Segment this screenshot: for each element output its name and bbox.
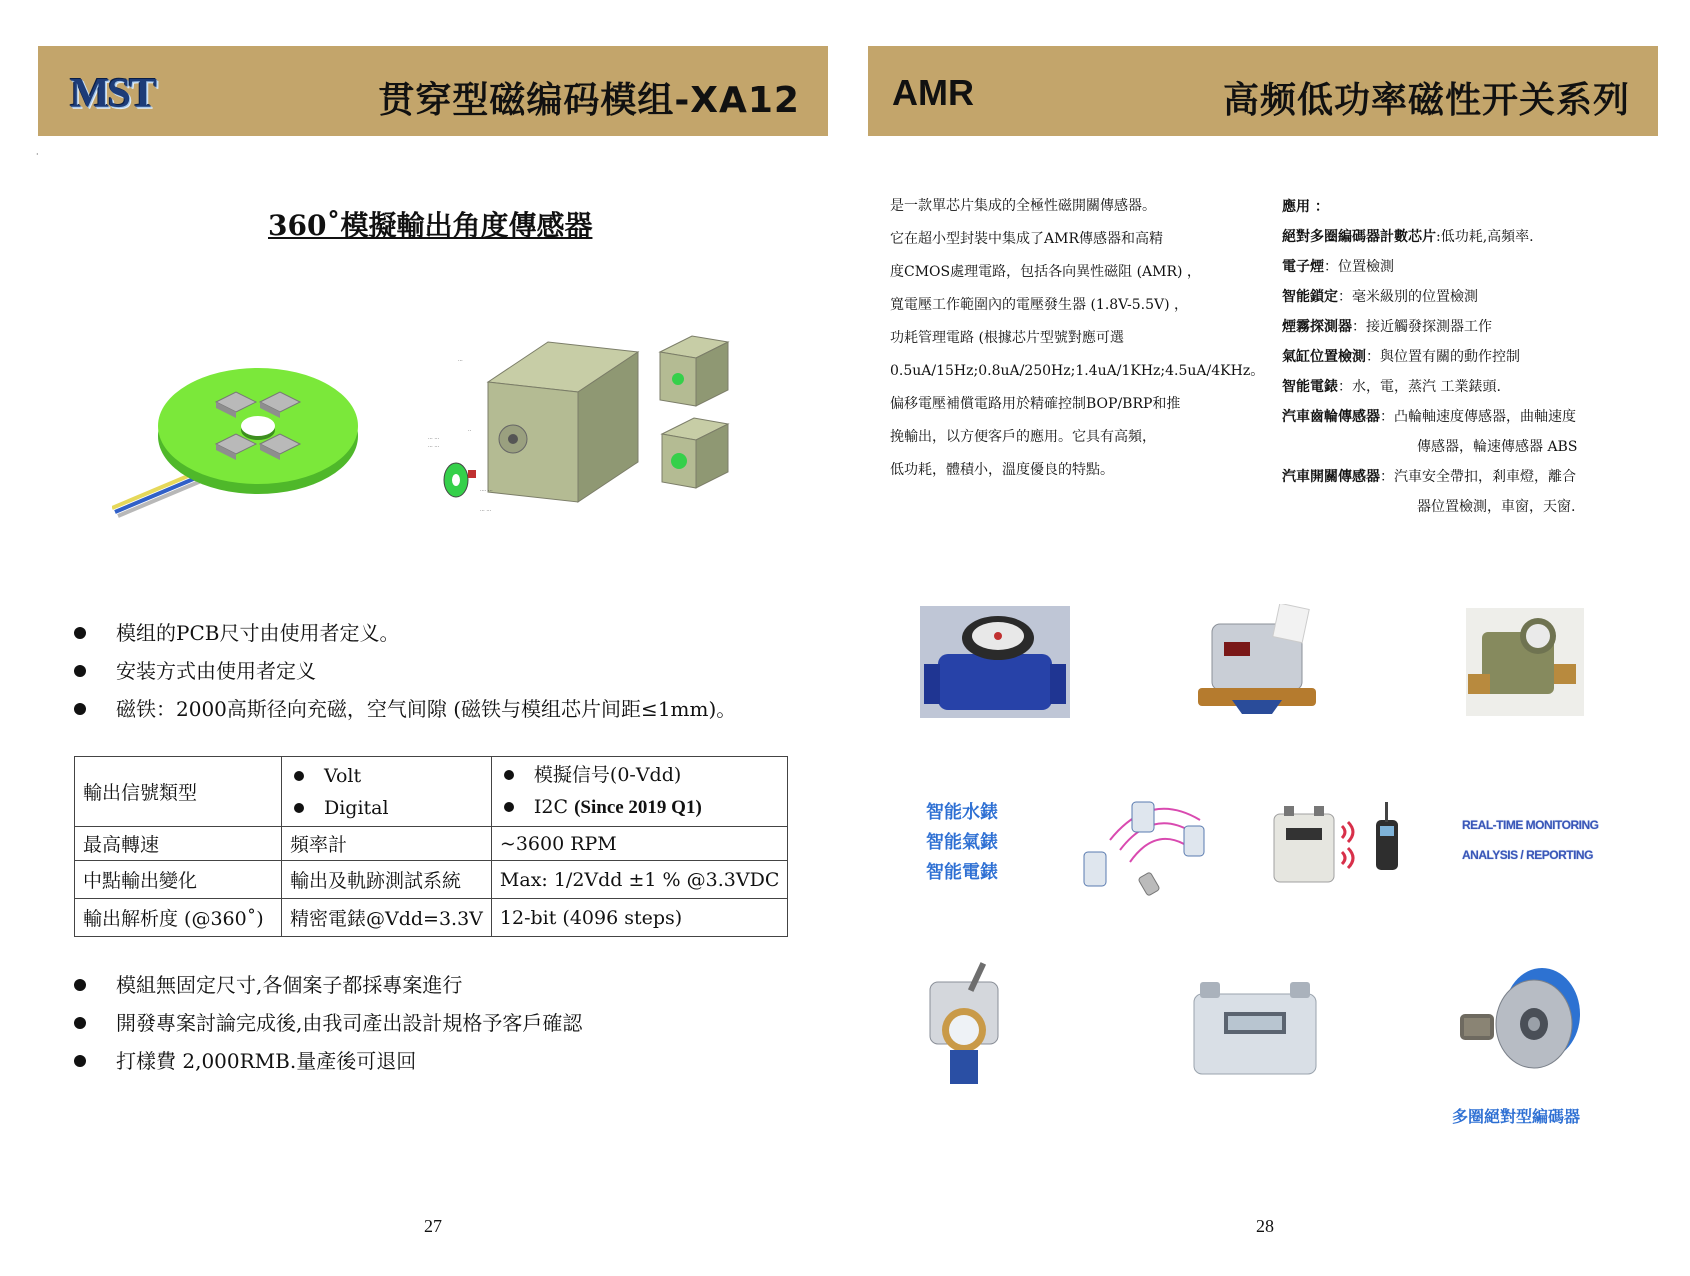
list-item: 智能鎖定：毫米級別的位置檢測 bbox=[1282, 289, 1478, 305]
meter-label-list bbox=[926, 798, 998, 888]
paragraph-line: 度CMOS處理電路，包括各向異性磁阻 (AMR) ， bbox=[890, 264, 1201, 280]
list-item: 安装方式由使用者定义 bbox=[70, 652, 736, 690]
paragraph-line: 它在超小型封裝中集成了AMR傳感器和高精 bbox=[890, 231, 1163, 247]
svg-text:···· ···: ···· ··· bbox=[480, 488, 493, 494]
paragraph-line: 功耗管理電路 (根據芯片型號對應可選 bbox=[890, 330, 1124, 346]
applications-heading: 應用 ： bbox=[1282, 199, 1329, 215]
table-cell: ~3600 RPM bbox=[491, 827, 787, 861]
table-row bbox=[75, 827, 788, 861]
table-cell: 12-bit (4096 steps) bbox=[491, 899, 787, 937]
list-item: 模组的PCB尺寸由使用者定义。 bbox=[70, 614, 736, 652]
smart-water-meter-2-photo bbox=[920, 960, 1010, 1084]
since-note: (Since 2019 Q1) bbox=[574, 797, 702, 818]
list-item: 模組無固定尺寸,各個案子都採專案進行 bbox=[70, 966, 582, 1004]
table-cell: 輸出解析度 (@360˚) bbox=[75, 899, 282, 937]
svg-text:··: ·· bbox=[468, 428, 472, 434]
amr-description bbox=[890, 190, 1264, 487]
gas-meter-reader-photo bbox=[1272, 800, 1412, 892]
paragraph-line: 挽輸出，以方便客戶的應用。它具有高頻， bbox=[890, 429, 1156, 445]
list-item: 開發專案討論完成後,由我司產出設計規格予客戶確認 bbox=[70, 1004, 582, 1042]
project-note-list bbox=[70, 966, 582, 1080]
meter-label: 智能水錶 bbox=[926, 802, 998, 823]
list-item: 模擬信号(0-Vdd) bbox=[500, 759, 779, 791]
table-cell: 精密電錶@Vdd=3.3V bbox=[282, 899, 492, 937]
svg-text:···: ··· bbox=[458, 358, 463, 364]
applications-list bbox=[1282, 192, 1577, 522]
table-cell: 最高轉速 bbox=[75, 827, 282, 861]
ring-sensor-illustration bbox=[112, 340, 362, 520]
paragraph-line: 0.5uA/15Hz;0.8uA/250Hz;1.4uA/1KHz;4.5uA/4KHz。 bbox=[890, 363, 1265, 379]
logo-text: MST bbox=[70, 71, 156, 117]
table-row bbox=[75, 899, 788, 937]
list-item-continuation: 器位置檢測，車窗，天窗. bbox=[1417, 499, 1576, 515]
page-number-left: 27 bbox=[424, 1216, 442, 1236]
table-cell bbox=[282, 757, 492, 827]
water-meter-photo bbox=[920, 606, 1070, 718]
left-page-title: 贯穿型磁编码模组-XA12 bbox=[378, 80, 800, 121]
left-header-banner bbox=[38, 46, 828, 136]
smart-water-meter-photo bbox=[1466, 608, 1584, 716]
list-item: 煙霧探測器：接近觸發探測器工作 bbox=[1282, 319, 1492, 335]
table-row bbox=[75, 757, 788, 827]
paragraph-line: 是一款單芯片集成的全極性磁開關傳感器。 bbox=[890, 198, 1156, 214]
svg-text:··· ···: ··· ··· bbox=[480, 508, 492, 514]
mst-logo bbox=[70, 70, 155, 118]
motor-illustration bbox=[428, 322, 750, 522]
list-item: 智能電錶：水，電，蒸汽 工業錶頭. bbox=[1282, 379, 1501, 395]
right-header-banner bbox=[868, 46, 1658, 136]
table-cell: 輸出信號類型 bbox=[75, 757, 282, 827]
amr-label: AMR bbox=[892, 72, 974, 113]
left-subtitle: 360˚模擬輸出角度傳感器 bbox=[268, 209, 593, 242]
list-item: Digital bbox=[290, 792, 483, 824]
svg-text:··· ···: ··· ··· bbox=[428, 444, 440, 450]
paragraph-line: 偏移電壓補償電路用於精確控制BOP/BRP和推 bbox=[890, 396, 1181, 412]
paragraph-line: 低功耗，體積小，溫度優良的特點。 bbox=[890, 462, 1114, 478]
paragraph-line: 寬電壓工作範圍內的電壓發生器 (1.8V-5.5V) ， bbox=[890, 297, 1189, 313]
reporting-label: ANALYSIS / REPORTING bbox=[1462, 848, 1593, 862]
i2c-text: I2C bbox=[533, 796, 575, 818]
list-item: 磁铁：2000高斯径向充磁，空气间隙 (磁铁与模组芯片间距≤1mm)。 bbox=[70, 690, 736, 728]
monitoring-label: REAL-TIME MONITORING bbox=[1462, 818, 1599, 832]
table-row bbox=[75, 861, 788, 899]
table-cell bbox=[491, 757, 787, 827]
meter-label: 智能電錶 bbox=[926, 862, 998, 883]
right-page-title: 高频低功率磁性开关系列 bbox=[1222, 80, 1630, 121]
list-item: 絕對多圈編碼器計數芯片:低功耗,高頻率. bbox=[1282, 229, 1534, 245]
diaphragm-gas-meter-photo bbox=[1190, 980, 1320, 1080]
spec-table bbox=[74, 756, 788, 937]
list-item: 打樣費 2,000RMB.量產後可退回 bbox=[70, 1042, 582, 1080]
list-item bbox=[500, 791, 779, 824]
list-item: 汽車開關傳感器：汽車安全帶扣，剎車燈，離合 bbox=[1282, 469, 1576, 485]
table-cell: 中點輸出變化 bbox=[75, 861, 282, 899]
module-feature-list bbox=[70, 614, 736, 728]
list-item: 電子煙：位置檢測 bbox=[1282, 259, 1394, 275]
table-cell: 輸出及軌跡測試系統 bbox=[282, 861, 492, 899]
list-item: Volt bbox=[290, 760, 483, 792]
encoder-caption: 多圈絕對型編碼器 bbox=[1452, 1107, 1581, 1126]
list-item: 汽車齒輪傳感器：凸輪軸速度傳感器，曲軸速度 bbox=[1282, 409, 1576, 425]
wireless-meters-diagram bbox=[1080, 780, 1226, 902]
stray-mark: · bbox=[36, 150, 39, 159]
svg-text:··· ···: ··· ··· bbox=[428, 436, 440, 442]
table-cell: Max: 1/2Vdd ±1 % @3.3VDC bbox=[491, 861, 787, 899]
prepaid-meter-photo bbox=[1192, 604, 1322, 716]
table-cell: 頻率計 bbox=[282, 827, 492, 861]
list-item: 氣缸位置檢測：與位置有關的動作控制 bbox=[1282, 349, 1520, 365]
list-item-continuation: 傳感器，輪速傳感器 ABS bbox=[1417, 439, 1578, 455]
page-number-right: 28 bbox=[1256, 1216, 1274, 1236]
absolute-encoder-photo bbox=[1456, 966, 1588, 1072]
meter-label: 智能氣錶 bbox=[926, 832, 998, 853]
